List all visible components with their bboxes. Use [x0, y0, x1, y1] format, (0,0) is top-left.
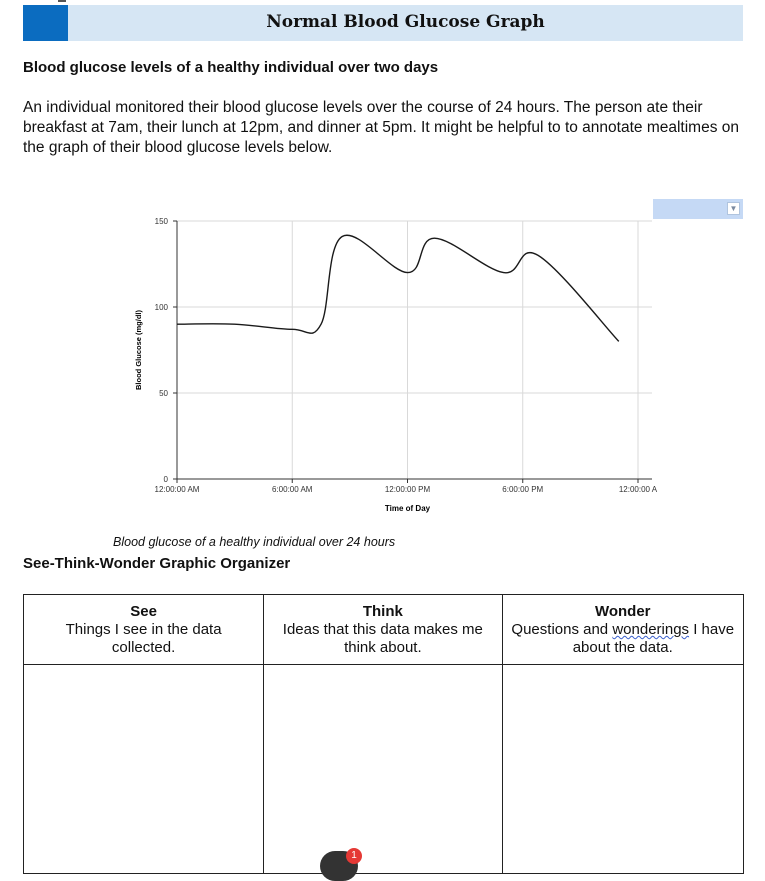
see-response-cell[interactable]	[24, 665, 264, 874]
y-axis-label: Blood Glucose (mg/dl)	[134, 309, 143, 390]
wonder-title: Wonder	[511, 603, 735, 621]
x-tick-label: 12:00:00 AM	[155, 485, 200, 494]
chart-caption: Blood glucose of a healthy individual over 24 hours	[113, 535, 395, 549]
y-tick-label: 100	[155, 303, 169, 312]
think-response-cell[interactable]	[264, 665, 502, 874]
wonder-description-start: Questions and	[511, 621, 612, 638]
wonder-response-cell[interactable]	[502, 665, 743, 874]
organizer-heading: See-Think-Wonder Graphic Organizer	[23, 555, 290, 572]
think-description: Ideas that this data makes me think about.	[283, 621, 483, 656]
y-tick-label: 50	[159, 389, 168, 398]
see-header-cell[interactable]	[24, 595, 264, 665]
think-header-cell[interactable]	[264, 595, 502, 665]
title-color-block	[23, 5, 68, 41]
section-subheading: Blood glucose levels of a healthy individual over two days	[23, 59, 438, 76]
y-tick-label: 150	[155, 217, 169, 226]
x-tick-label: 6:00:00 PM	[502, 485, 543, 494]
intro-paragraph[interactable]: An individual monitored their blood glucose levels over the course of 24 hours. The person ate their breakfast at 7am, their lunch at 12pm, and dinner at 5pm. It might be helpful to to annotate mealtimes on the graph of their blood glucose levels below.	[23, 98, 743, 158]
y-tick-label: 0	[164, 475, 169, 484]
see-description: Things I see in the data collected.	[66, 621, 222, 656]
wonder-description-end: I have about the data.	[573, 621, 734, 656]
title-banner	[23, 5, 743, 41]
chart-ticks	[155, 217, 658, 494]
chart-axes	[177, 221, 652, 479]
wonder-header-cell[interactable]	[502, 595, 743, 665]
glucose-series-line	[177, 235, 619, 341]
linked-sheet-cell[interactable]	[653, 199, 743, 219]
wonder-description	[511, 621, 734, 656]
x-tick-label: 12:00:00 PM	[385, 485, 431, 494]
spelling-flag[interactable]: wonderings	[612, 621, 689, 638]
chevron-down-icon[interactable]: ▼	[727, 202, 740, 215]
chart-series	[177, 235, 619, 341]
x-tick-label: 6:00:00 AM	[272, 485, 313, 494]
x-tick-label: 12:00:00 A	[619, 485, 658, 494]
notification-badge[interactable]: 1	[346, 848, 362, 864]
see-title: See	[32, 603, 255, 621]
see-think-wonder-table	[23, 594, 744, 874]
page-title: Normal Blood Glucose Graph	[68, 5, 743, 41]
blood-glucose-chart[interactable]	[120, 205, 665, 525]
think-title: Think	[272, 603, 493, 621]
chart-grid	[177, 221, 652, 479]
x-axis-label: Time of Day	[385, 504, 431, 513]
page-edge-mark	[58, 0, 66, 2]
